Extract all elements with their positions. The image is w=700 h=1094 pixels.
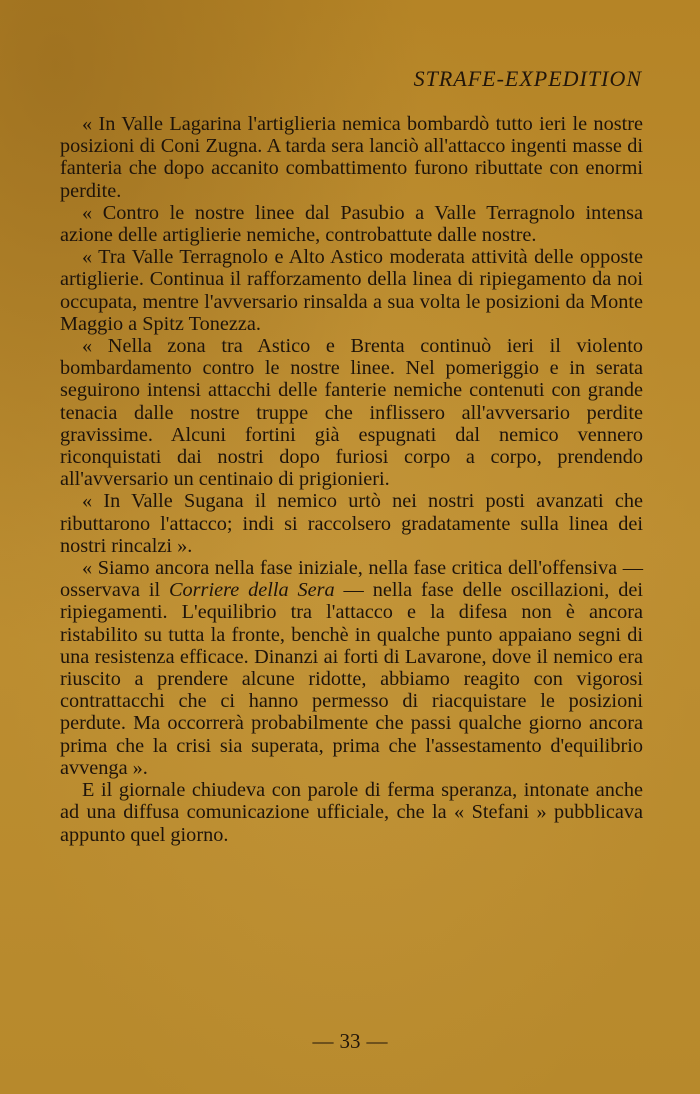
page-number-value: 33 bbox=[339, 1029, 361, 1053]
body-text bbox=[60, 113, 643, 846]
paragraph-text: « Siamo ancora nella fase iniziale, nella fase critica dell'offensiva — osservava il bbox=[60, 557, 643, 602]
folio-dash: — bbox=[366, 1029, 388, 1053]
newspaper-title: Corriere della Sera bbox=[168, 579, 335, 602]
paragraph: « In Valle Sugana il nemico urtò nei nostri posti avanzati che ributtarono l'attacco; indi si raccolsero gradatamente sulla linea dei nostri rincalzi ». bbox=[60, 490, 643, 557]
paragraph: E il giornale chiudeva con parole di ferma speranza, intonate anche ad una diffusa comunicazione ufficiale, che la « Stefani » pubblicava appunto quel giorno. bbox=[60, 779, 643, 846]
paragraph: « Tra Valle Terragnolo e Alto Astico moderata attività delle opposte artiglierie. Continua il rafforzamento della linea di ripiegamento da noi occupata, mentre l'avversario rinsalda a sua volta le posizioni da Monte Maggio a Spitz Tonezza. bbox=[60, 246, 643, 335]
paragraph: « Nella zona tra Astico e Brenta continuò ieri il violento bombardamento contro le nostre linee. Nel pomeriggio e in serata seguirono intensi attacchi delle fanterie nemiche contenuti con grande tenacia dalle nostre truppe che inflissero all'avversario perdite gravissime. Alcuni fortini già espugnati dal nemico vennero riconquistati dai nostri dopo furiosi corpo a corpo, prendendo all'avversario un centinaio di prigionieri. bbox=[60, 335, 643, 491]
page-number bbox=[0, 1029, 700, 1054]
running-title: STRAFE-EXPEDITION bbox=[413, 66, 642, 91]
paragraph-text: — nella fase delle oscillazioni, dei ripiegamenti. L'equilibrio tra l'attacco e la difesa non è ancora ristabilito su tutta la fronte, benchè in qualche punto appaiano segni di una resistenza efficace. Dinanzi ai forti di Lavarone, dove il nemico era riuscito a prendere alcune ridotte, abbiamo reagito con vigorosi contrattacchi che ci hanno permesso di riacquistare le posizioni perdute. Ma occorrerà probabilmente che passi qualche giorno ancora prima che la crisi sia superata, prima che l'assestamento d'equilibrio avvenga ». bbox=[60, 579, 643, 779]
paragraph: « In Valle Lagarina l'artiglieria nemica bombardò tutto ieri le nostre posizioni di Coni Zugna. A tarda sera lanciò all'attacco ingenti masse di fanteria che dopo accanito combattimento furono ributtate con enormi perdite. bbox=[60, 113, 643, 202]
paragraph: « Contro le nostre linee dal Pasubio a Valle Terragnolo intensa azione delle artiglierie nemiche, controbattute dalle nostre. bbox=[60, 201, 643, 247]
folio-dash: — bbox=[312, 1029, 334, 1053]
paragraph bbox=[60, 557, 643, 779]
